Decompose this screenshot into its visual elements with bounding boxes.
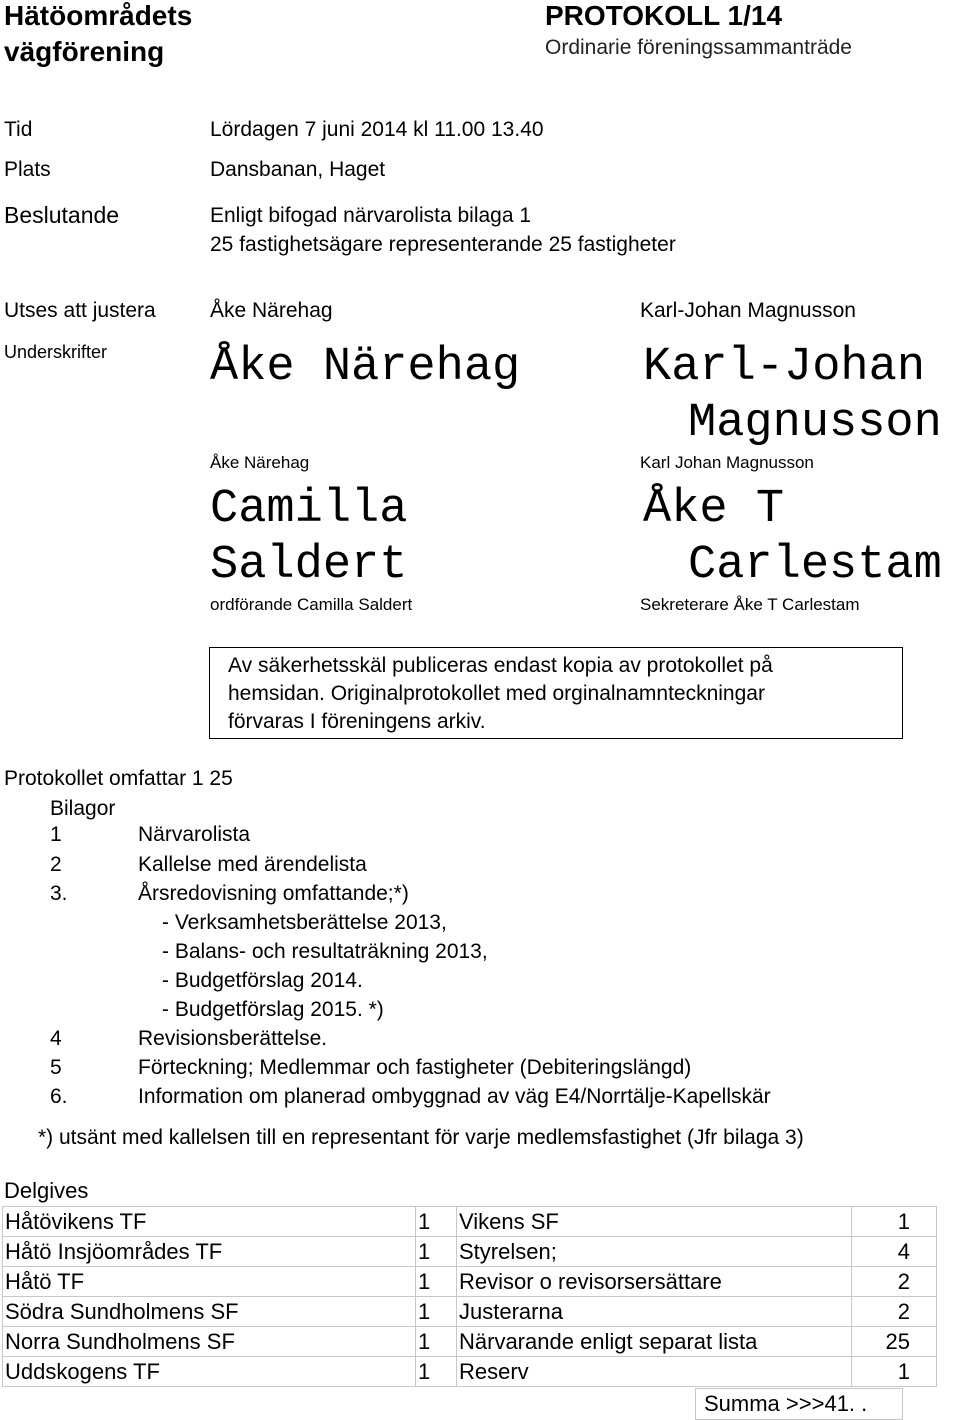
attachment-text: - Budgetförslag 2015. *)	[162, 998, 384, 1021]
distribution-total: Summa >>>41. .	[695, 1388, 903, 1420]
attachment-text: - Balans- och resultaträkning 2013,	[162, 940, 488, 963]
signature-caption-ake-narehag: Åke Närehag	[210, 453, 310, 472]
signature-ake-carlestam-line2: Carlestam	[688, 539, 942, 592]
attachment-subitem	[50, 995, 384, 1025]
justera-label: Utses att justera	[4, 299, 156, 322]
plats-value: Dansbanan, Haget	[210, 158, 386, 181]
attachment-text: - Verksamhetsberättelse 2013,	[162, 911, 447, 934]
recipient-count: 1	[852, 1357, 937, 1387]
recipient-count: 1	[416, 1327, 457, 1357]
attachment-num: 1	[50, 823, 62, 846]
recipient-name: Styrelsen;	[457, 1237, 852, 1267]
attachment-text: Revisionsberättelse.	[138, 1027, 328, 1050]
signature-ake-carlestam-line1: Åke T	[643, 483, 785, 536]
table-row	[3, 1267, 937, 1297]
tid-label: Tid	[4, 118, 33, 141]
protocol-title: PROTOKOLL 1/14	[545, 0, 783, 31]
attachment-item	[50, 1053, 691, 1083]
recipient-name: Reserv	[457, 1357, 852, 1387]
attachment-subitem	[50, 908, 447, 938]
beslutande-line1: Enligt bifogad närvarolista bilaga 1	[210, 204, 532, 227]
meeting-type: Ordinarie föreningssammanträde	[545, 36, 852, 59]
org-name-line1: Hätöområdets	[4, 0, 193, 31]
org-name-line2: vägförening	[4, 36, 165, 67]
attachment-item	[50, 850, 367, 880]
signature-caption-camilla: ordförande Camilla Saldert	[210, 595, 413, 614]
recipient-name: Håtö TF	[3, 1267, 416, 1297]
recipient-name: Närvarande enligt separat lista	[457, 1327, 852, 1357]
signature-ake-narehag: Åke Närehag	[210, 341, 521, 394]
beslutande-line2: 25 fastighetsägare representerande 25 fastigheter	[210, 233, 676, 256]
security-notice-box	[209, 647, 903, 739]
table-row	[3, 1237, 937, 1267]
recipient-count: 4	[852, 1237, 937, 1267]
attachment-subitem	[50, 937, 488, 967]
recipient-name: Uddskogens TF	[3, 1357, 416, 1387]
recipient-count: 2	[852, 1267, 937, 1297]
distribution-table	[2, 1206, 937, 1387]
recipient-count: 1	[416, 1357, 457, 1387]
attachment-num: 6.	[50, 1085, 68, 1108]
recipient-name: Håtövikens TF	[3, 1207, 416, 1237]
attachment-num: 5	[50, 1056, 62, 1079]
signature-karl-johan-line2: Magnusson	[688, 397, 942, 450]
notice-line3: förvaras I föreningens arkiv.	[228, 710, 486, 733]
attachment-text: Kallelse med ärendelista	[138, 853, 367, 876]
table-row	[3, 1207, 937, 1237]
attachment-num: 3.	[50, 882, 68, 905]
beslutande-label: Beslutande	[4, 202, 120, 228]
signature-camilla-line1: Camilla	[210, 483, 408, 536]
recipient-count: 1	[416, 1207, 457, 1237]
attachment-text: Närvarolista	[138, 823, 251, 846]
table-row	[3, 1357, 937, 1387]
recipient-count: 2	[852, 1297, 937, 1327]
recipient-count: 1	[416, 1297, 457, 1327]
plats-label: Plats	[4, 158, 51, 181]
notice-line2: hemsidan. Originalprotokollet med orginalnamnteckningar	[228, 682, 765, 705]
signature-camilla-line2: Saldert	[210, 539, 408, 592]
recipient-name: Norra Sundholmens SF	[3, 1327, 416, 1357]
bilagor-label: Bilagor	[50, 797, 116, 820]
attachment-text: Information om planerad ombyggnad av väg E4/Norrtälje-Kapellskär	[138, 1085, 771, 1108]
attachment-subitem	[50, 966, 363, 996]
signature-caption-ake-carlestam: Sekreterare Åke T Carlestam	[640, 595, 860, 614]
recipient-name: Håtö Insjöområdes TF	[3, 1237, 416, 1267]
attachment-item	[50, 820, 250, 850]
recipient-count: 1	[416, 1237, 457, 1267]
attachment-item	[50, 1082, 771, 1112]
recipient-count: 1	[416, 1267, 457, 1297]
protocol-scope: Protokollet omfattar 1 25	[4, 767, 233, 790]
underskrifter-label: Underskrifter	[4, 342, 108, 362]
recipient-count: 1	[852, 1207, 937, 1237]
attachment-item	[50, 1024, 327, 1054]
table-row	[3, 1327, 937, 1357]
attachment-num: 2	[50, 853, 62, 876]
delgives-label: Delgives	[4, 1178, 89, 1203]
signature-caption-karl-johan: Karl Johan Magnusson	[640, 453, 814, 472]
tid-value: Lördagen 7 juni 2014 kl 11.00 13.40	[210, 118, 544, 141]
attachment-text: - Budgetförslag 2014.	[162, 969, 363, 992]
justera-person1: Åke Närehag	[210, 299, 333, 322]
recipient-name: Vikens SF	[457, 1207, 852, 1237]
attachment-item	[50, 879, 409, 909]
table-row	[3, 1297, 937, 1327]
attachment-text: Årsredovisning omfattande;*)	[138, 882, 409, 905]
recipient-name: Södra Sundholmens SF	[3, 1297, 416, 1327]
attachment-text: Förteckning; Medlemmar och fastigheter (Debiteringslängd)	[138, 1056, 692, 1079]
notice-line1: Av säkerhetsskäl publiceras endast kopia av protokollet på	[228, 654, 773, 677]
signature-karl-johan-line1: Karl-Johan	[643, 341, 926, 394]
justera-person2: Karl-Johan Magnusson	[640, 299, 856, 322]
footnote: *) utsänt med kallelsen till en representant för varje medlemsfastighet (Jfr bilaga 3)	[38, 1126, 804, 1149]
recipient-name: Justerarna	[457, 1297, 852, 1327]
recipient-name: Revisor o revisorsersättare	[457, 1267, 852, 1297]
attachment-num: 4	[50, 1027, 62, 1050]
recipient-count: 25	[852, 1327, 937, 1357]
